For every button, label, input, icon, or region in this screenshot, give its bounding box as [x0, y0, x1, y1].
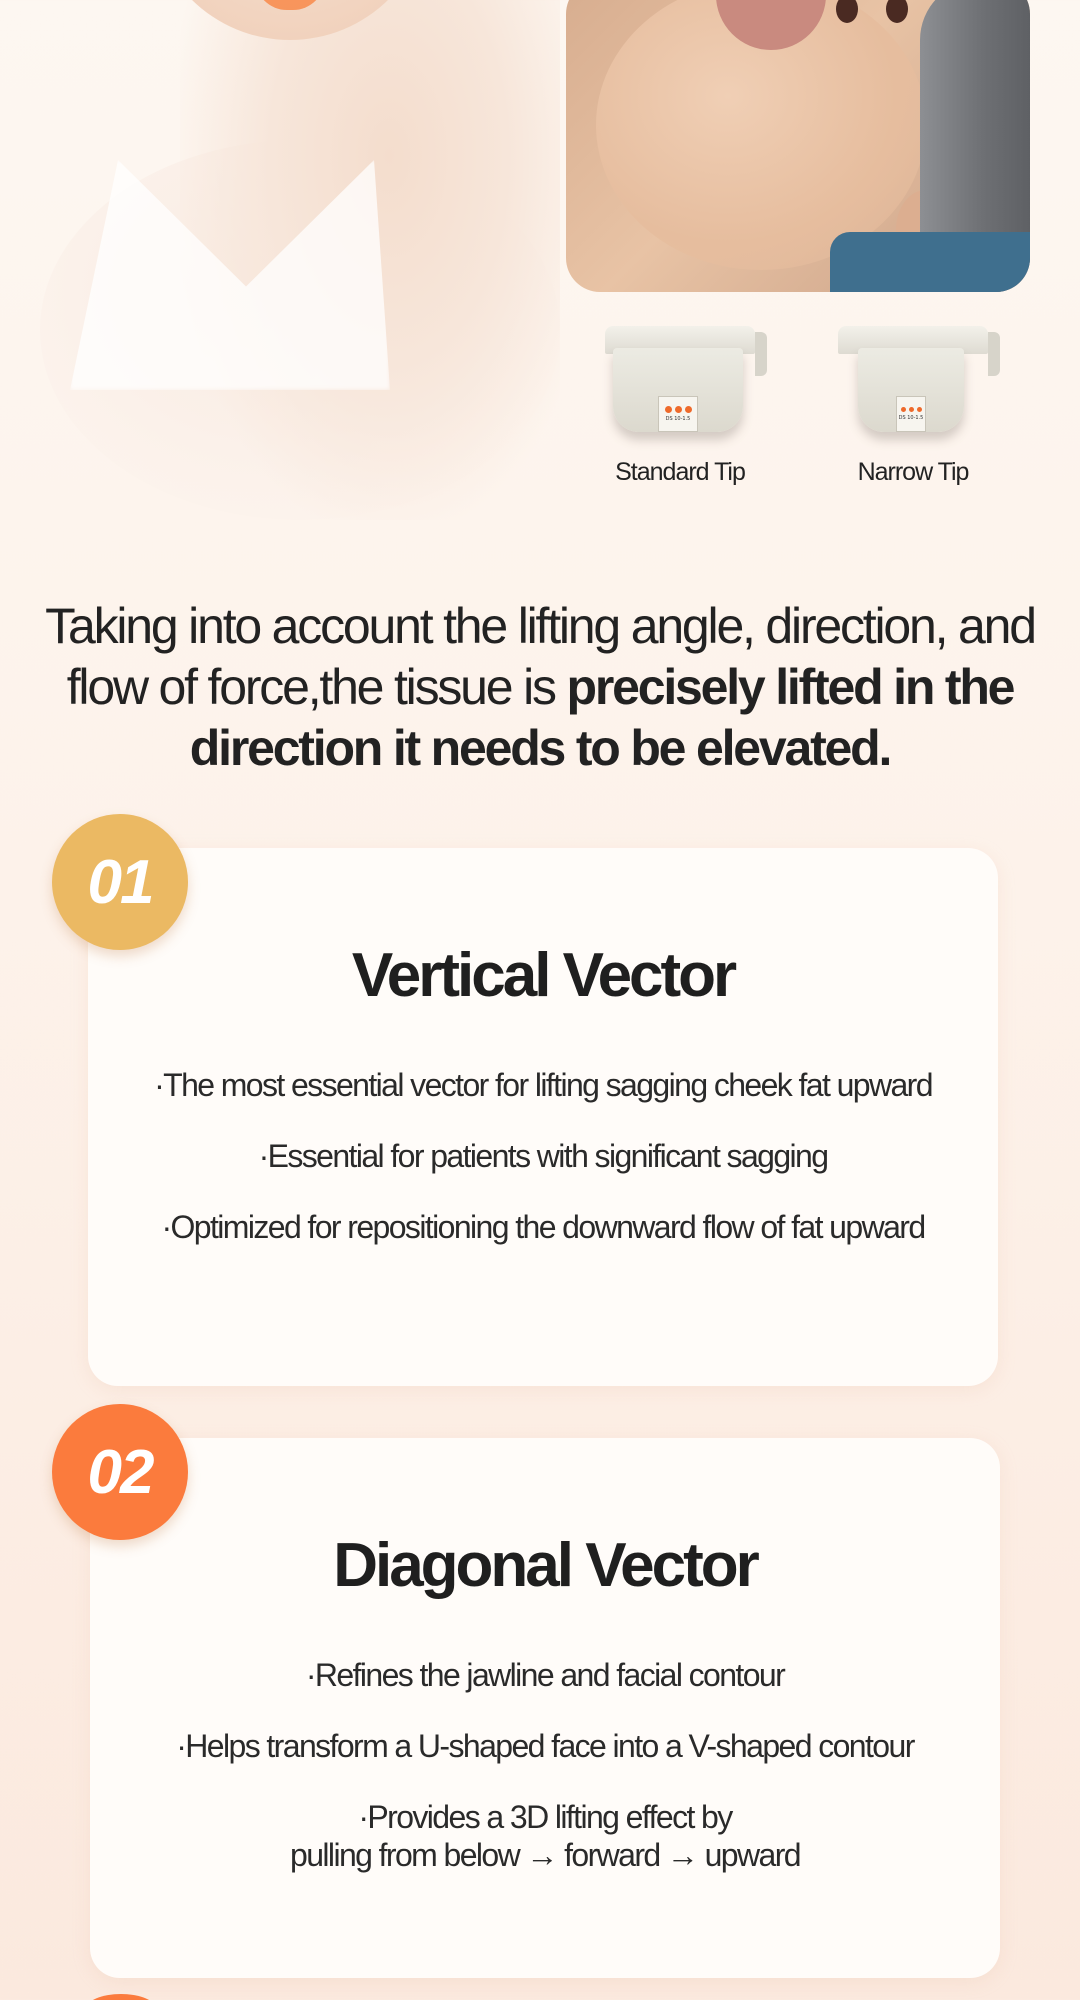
card-title: Vertical Vector: [351, 941, 735, 1010]
headline-regular: Taking into account the lifting angle, direction, and flow of force,the tissue is: [45, 598, 1035, 715]
bullet-item: ·Refines the jawline and facial contour: [305, 1657, 785, 1693]
bullet-list: [90, 1656, 1000, 1907]
bullet-line: pulling from below → forward → upward: [290, 1837, 800, 1873]
bullet-line: ·Provides a 3D lifting effect by: [358, 1799, 732, 1835]
standard-tip: [595, 326, 765, 487]
standard-tip-image: [605, 326, 755, 444]
bullet-item: ·Optimized for repositioning the downward flow of fat upward: [161, 1209, 925, 1245]
diagonal-vector-card: [90, 1438, 1000, 1978]
tip-plate-text: DS 10-1.5: [898, 415, 924, 421]
bullet-item: ·Essential for patients with significant sagging: [258, 1138, 828, 1174]
card-title: Diagonal Vector: [333, 1531, 757, 1600]
hero-model-image: [0, 0, 600, 520]
patient-treatment-photo: [566, 0, 1030, 292]
bullet-list: [88, 1066, 998, 1279]
standard-tip-label: Standard Tip: [615, 458, 745, 486]
bullet-item: ·Helps transform a U-shaped face into a V-shaped contour: [176, 1728, 914, 1764]
number-badge-02: 02: [52, 1404, 188, 1540]
bullet-item: [90, 1798, 1000, 1874]
narrow-tip: [828, 326, 998, 487]
headline-bold: precisely lifted in the direction it needs to be elevated.: [189, 659, 1014, 776]
vertical-vector-card: [88, 848, 998, 1386]
narrow-tip-label: Narrow Tip: [857, 458, 969, 486]
headline: [30, 596, 1050, 779]
narrow-tip-image: [838, 326, 988, 444]
next-badge-peek: [86, 1994, 156, 2000]
bullet-item: ·The most essential vector for lifting sagging cheek fat upward: [154, 1067, 932, 1103]
tip-plate-text: DS 10-1.5: [665, 416, 691, 422]
number-badge-01: 01: [52, 814, 188, 950]
